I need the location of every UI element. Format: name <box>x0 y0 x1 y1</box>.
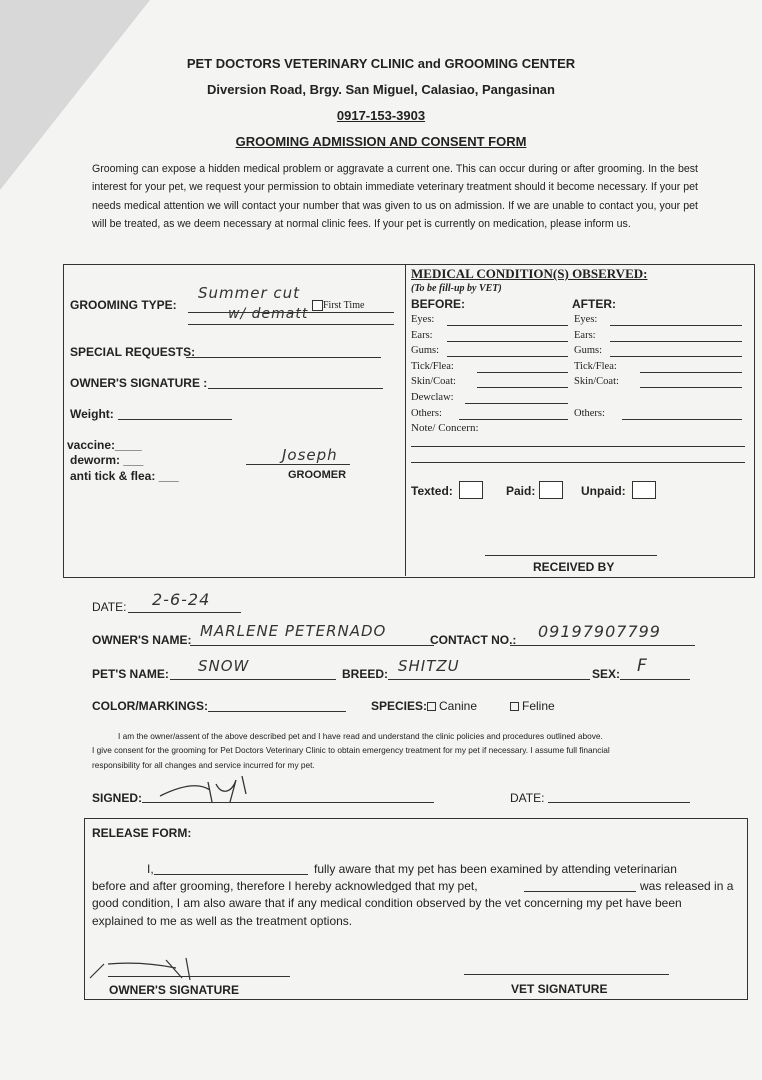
release-vet-line <box>464 974 669 975</box>
feline-label: Feline <box>522 699 555 713</box>
owner-name-label: OWNER'S NAME: <box>92 633 192 647</box>
canine-option[interactable] <box>427 699 477 713</box>
grooming-type-line-2 <box>188 324 394 325</box>
after-label: AFTER: <box>572 297 616 311</box>
contact-label: CONTACT NO.: <box>430 633 517 647</box>
sex-label: SEX: <box>592 667 621 681</box>
owner-signature-label: OWNER'S SIGNATURE : <box>70 376 208 390</box>
paid-label: Paid: <box>506 484 536 498</box>
date-line <box>128 612 241 613</box>
owner-signature-line <box>208 388 383 389</box>
release-owner-scribble <box>86 954 196 982</box>
medical-after-line <box>610 325 742 326</box>
date-value: 2-6-24 <box>152 590 211 609</box>
signed-label: SIGNED: <box>92 791 143 805</box>
canine-label: Canine <box>439 699 478 713</box>
antitick-label: anti tick & flea: ___ <box>70 469 179 483</box>
breed-value: SHITZU <box>398 657 460 675</box>
medical-after-label: Eyes: <box>574 314 598 325</box>
texted-label: Texted: <box>411 484 453 498</box>
sex-value: F <box>637 656 648 676</box>
special-requests-label: SPECIAL REQUESTS: <box>70 345 196 359</box>
medical-before-line <box>459 419 568 420</box>
pet-name-label: PET'S NAME: <box>92 667 169 681</box>
section-divider <box>405 264 406 576</box>
medical-after-line <box>610 341 742 342</box>
grooming-type-value-2: w/ dematt <box>228 306 309 322</box>
color-markings-label: COLOR/MARKINGS: <box>92 699 208 713</box>
deworm-label: deworm: ___ <box>70 453 144 467</box>
medical-after-label: Skin/Coat: <box>574 376 619 388</box>
release-p3: good condition, I am also aware that if any medical condition observed by the vet concerning my pet have been <box>92 896 682 910</box>
feline-checkbox[interactable] <box>510 702 519 711</box>
clinic-address: Diversion Road, Brgy. San Miguel, Calasiao, Pangasinan <box>207 82 555 97</box>
unpaid-label: Unpaid: <box>581 484 626 498</box>
received-by-line <box>485 555 657 556</box>
special-requests-line <box>186 357 381 358</box>
clinic-phone: 0917-153-3903 <box>336 108 426 123</box>
medical-before-line <box>465 403 568 404</box>
medical-before-label: Dewclaw: <box>411 392 454 403</box>
groomer-signature: Joseph <box>282 446 338 464</box>
medical-before-line <box>477 387 568 388</box>
medical-after-line <box>610 356 742 357</box>
breed-label: BREED: <box>342 667 389 681</box>
medical-after-label: Others: <box>574 407 605 419</box>
date-label: DATE: <box>92 600 127 614</box>
grooming-type-label: GROOMING TYPE: <box>70 298 177 312</box>
contact-value: 09197907799 <box>538 622 661 641</box>
owner-signature-scribble <box>150 772 260 804</box>
texted-checkbox[interactable] <box>459 481 483 499</box>
signed-line <box>142 802 434 803</box>
color-markings-line <box>208 711 346 712</box>
medical-before-label: Ears: <box>411 329 433 341</box>
consent-line-3: responsibility for all changes and service incurred for my pet. <box>92 760 315 770</box>
medical-before-line <box>447 341 568 342</box>
medical-before-label: Tick/Flea: <box>411 360 454 372</box>
first-time-label: First Time <box>323 300 365 311</box>
weight-label: Weight: <box>70 407 114 421</box>
clinic-name: PET DOCTORS VETERINARY CLINIC and GROOMING CENTER <box>186 56 576 71</box>
before-label: BEFORE: <box>411 297 465 311</box>
medical-title: MEDICAL CONDITION(S) OBSERVED: <box>411 266 648 281</box>
form-title: GROOMING ADMISSION AND CONSENT FORM <box>235 134 527 149</box>
groomer-line <box>246 464 350 465</box>
medical-before-label: Eyes: <box>411 314 435 325</box>
grooming-type-value: Summer cut <box>198 284 301 302</box>
breed-line <box>388 679 590 680</box>
unpaid-checkbox[interactable] <box>632 481 656 499</box>
release-vet-label: VET SIGNATURE <box>511 982 608 996</box>
medical-after-line <box>640 372 742 373</box>
note-line-2 <box>411 462 745 463</box>
owner-name-value: MARLENE PETERNADO <box>200 622 387 640</box>
sex-line <box>620 679 690 680</box>
medical-before-label: Skin/Coat: <box>411 376 456 388</box>
medical-subtitle: (To be fill-up by VET) <box>411 283 502 294</box>
release-p1-b: fully aware that my pet has been examined by attending veterinarian <box>314 862 677 876</box>
canine-checkbox[interactable] <box>427 702 436 711</box>
consent-line-1: I am the owner/assent of the above described pet and I have read and understand the clinic policies and procedures outlined above. <box>118 731 603 741</box>
medical-after-label: Gums: <box>574 345 603 357</box>
medical-after-line <box>622 419 742 420</box>
release-p2-a: before and after grooming, therefore I hereby acknowledged that my pet, <box>92 879 478 893</box>
release-pet-line <box>524 891 636 892</box>
medical-before-line <box>447 356 568 357</box>
release-name-line <box>154 874 308 875</box>
consent-date-line <box>548 802 690 803</box>
note-line-1 <box>411 446 745 447</box>
owner-name-line <box>190 645 434 646</box>
medical-before-line <box>447 325 568 326</box>
medical-before-line <box>477 372 568 373</box>
release-owner-label: OWNER'S SIGNATURE <box>109 983 239 997</box>
feline-option[interactable] <box>510 699 555 713</box>
vaccine-label: vaccine:____ <box>67 438 142 452</box>
medical-after-label: Ears: <box>574 329 596 341</box>
medical-after-label: Tick/Flea: <box>574 360 617 372</box>
consent-date-label: DATE: <box>510 791 545 805</box>
medical-after-line <box>640 387 742 388</box>
contact-line <box>510 645 695 646</box>
pet-name-line <box>170 679 336 680</box>
first-time-checkbox[interactable] <box>312 300 323 311</box>
weight-line <box>118 419 232 420</box>
paid-checkbox[interactable] <box>539 481 563 499</box>
release-p4: explained to me as well as the treatment options. <box>92 914 353 928</box>
received-by-label: RECEIVED BY <box>533 560 615 574</box>
medical-before-label: Others: <box>411 407 442 419</box>
intro-paragraph: Grooming can expose a hidden medical problem or aggravate a current one. This can occur during or after grooming. In the best interest for your pet, we request your permission to obtain immediate veterinary treatment should it become necessary. If your pet needs medical attention we will contact your number that was given to us on admission. If we are unable to contact you, your pet will be treated, as we deem necessary at normal clinic fees. If your pet is currently on medication, please inform us. <box>92 163 698 230</box>
groomer-label: GROOMER <box>288 469 347 481</box>
release-p2-b: was released in a <box>640 879 734 893</box>
release-owner-line <box>108 976 290 977</box>
release-p1-a: I, <box>147 862 154 876</box>
pet-name-value: SNOW <box>198 657 250 675</box>
medical-before-label: Gums: <box>411 345 440 357</box>
species-label: SPECIES: <box>371 699 428 713</box>
note-concern-label: Note/ Concern: <box>411 422 479 434</box>
release-title: RELEASE FORM: <box>92 826 192 840</box>
consent-line-2: I give consent for the grooming for Pet Doctors Veterinary Clinic to obtain emergency treatment for my pet if necessary. I assume full financial <box>92 745 610 755</box>
